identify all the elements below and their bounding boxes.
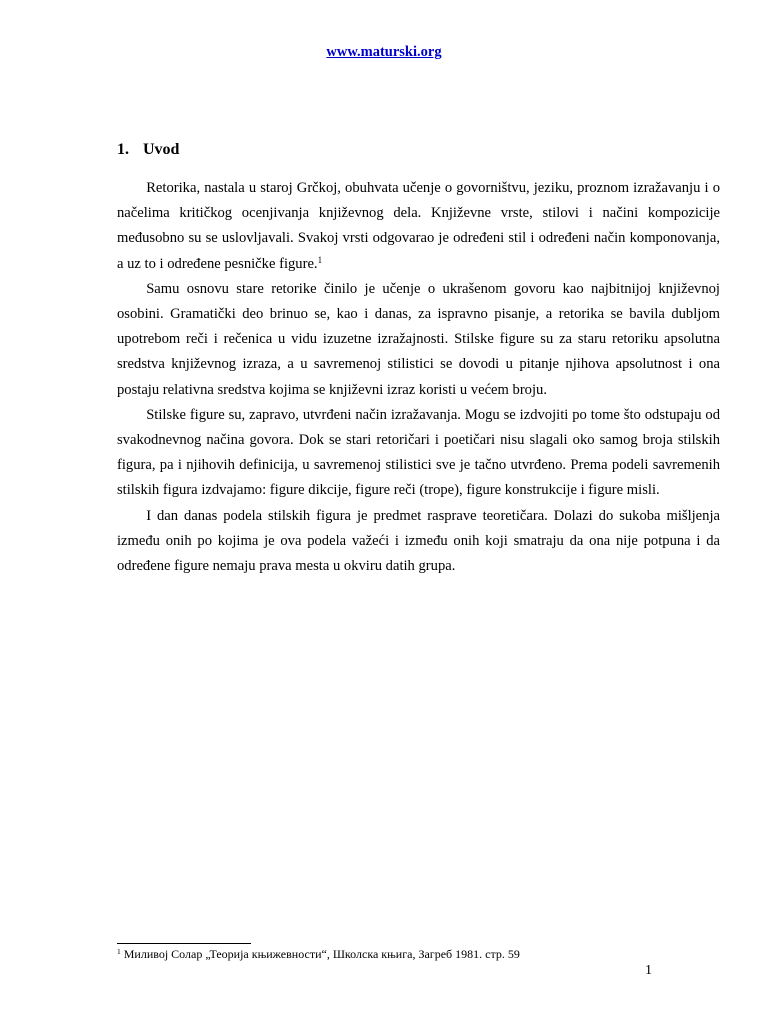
paragraph [117, 403, 720, 504]
paragraph-text: Stilske figure su, zapravo, utvrđeni način izražavanja. Mogu se izdvojiti po tome što odstupaju od svakodnevnog načina govora. Dok se stari retoričari i poetičari nisu slagali oko samog broja stilskih figura, pa i njihovih definicija, u savremenoj stilistici sve je tačno utvrđeno. Prema podeli savremenih stilskih figura izdvajamo: figure dikcije, figure reči (trope), figure konstrukcije i figure misli. [117, 406, 720, 499]
paragraph-text: Samu osnovu stare retorike činilo je učenje o ukrašenom govoru kao najbitnijoj književnoj osobini. Gramatički deo brinuo se, kao i danas, za ispravno pisanje, a retorika se bavila dubljom upotrebom reči i rečenica u vidu izuzetne izražajnosti. Stilske figure su za staru retoriku apsolutna sredstva književnog izraza, a u savremenoj stilistici se dovodi u pitanje njihova apsolutnost i ona postaju relativna sredstva kojima se književni izraz koristi u većem broju. [117, 280, 720, 398]
footnote-marker: 1 [117, 947, 121, 956]
footnote-separator [117, 943, 251, 944]
footnote [117, 947, 520, 962]
paragraph [117, 504, 720, 580]
section-title: Uvod [143, 141, 180, 158]
footnote-reference[interactable]: 1 [317, 254, 323, 265]
paragraph [117, 176, 720, 277]
page-number: 1 [645, 963, 652, 978]
body-text [117, 176, 720, 579]
paragraph-text: I dan danas podela stilskih figura je predmet rasprave teoretičara. Dolazi do sukoba mišljenja između onih po kojima je ova podela važeći i između onih koji smatraju da ona nije potpuna i da određene figure nemaju prava mesta u okviru datih grupa. [117, 507, 720, 575]
section-heading [117, 141, 179, 159]
paragraph-text: Retorika, nastala u staroj Grčkoj, obuhvata učenje o govorništvu, jeziku, proznom izražavanju i o načelima kritičkog ocenjivanja književnog dela. Književne vrste, stilovi i načini kompozicije međusobno su se uslovljavali. Svakoj vrsti odgovarao je određeni stil i određeni način komponovanja, a uz to i određene pesničke figure. [117, 180, 720, 272]
paragraph [117, 277, 720, 403]
section-number: 1. [117, 141, 129, 158]
header-website-link[interactable]: www.maturski.org [326, 44, 442, 60]
footnote-text: Миливој Солар „Теорија књижевности“, Школска књига, Загреб 1981. стр. 59 [120, 947, 520, 961]
